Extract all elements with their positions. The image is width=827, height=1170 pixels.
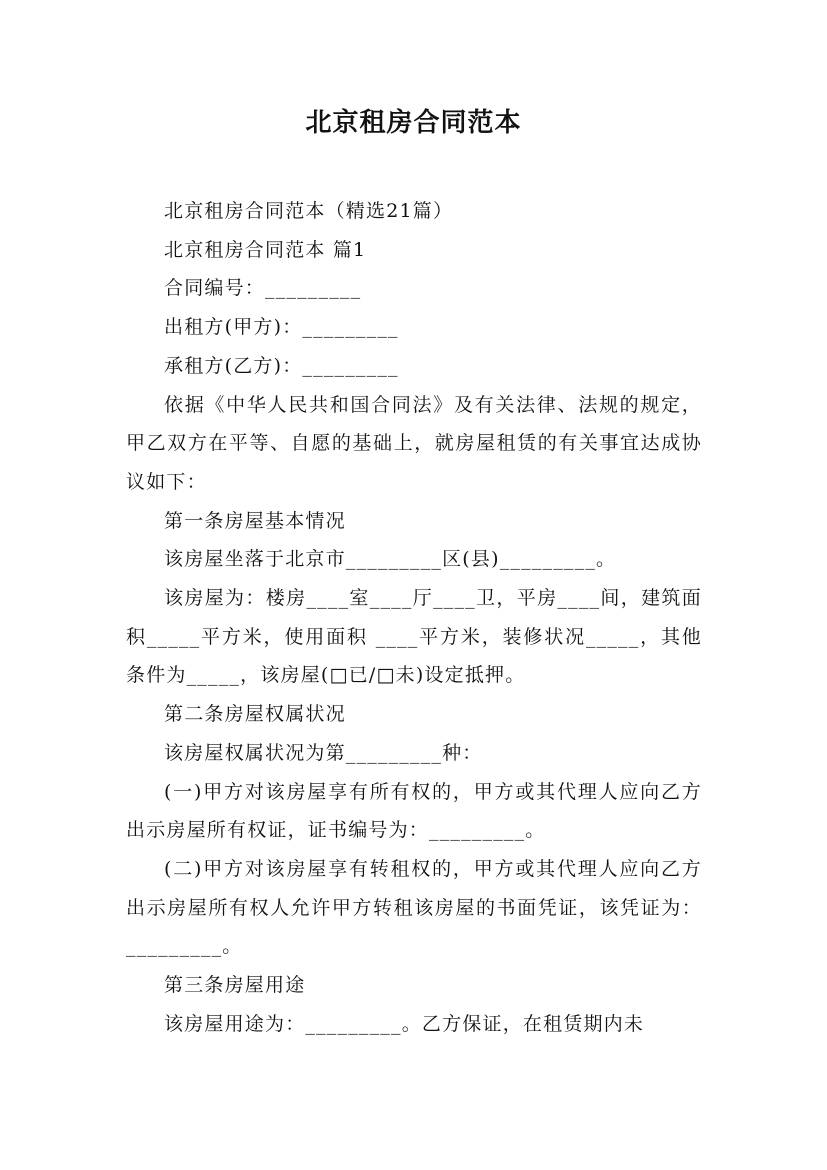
paragraph-lessee: 承租方(乙方)：_________ <box>164 354 399 377</box>
paragraph-ownership-clause-2: (二)甲方对该房屋享有转租权的，甲方或其代理人应向乙方出示房屋所有权人允许甲方转租该房屋的书面凭证，该凭证为：_________。 <box>126 857 702 958</box>
document-title: 北京租房合同范本 <box>305 108 522 138</box>
paragraph-article-1-heading: 第一条房屋基本情况 <box>164 509 346 532</box>
paragraph-usage: 该房屋用途为：_________。乙方保证，在租赁期内未 <box>164 1012 645 1035</box>
paragraph-lessor: 出租方(甲方)：_________ <box>164 316 399 339</box>
paragraph-ownership-type: 该房屋权属状况为第_________种： <box>164 741 483 764</box>
paragraph-house-description: 该房屋为：楼房____室____厅____卫，平房____间，建筑面积_____平方米，使用面积 ____平方米，装修状况_____，其他条件为_____，该房屋(□已/□未)设定抵押。 <box>126 587 702 687</box>
paragraph-ownership-clause-1: (一)甲方对该房屋享有所有权的，甲方或其代理人应向乙方出示房屋所有权证，证书编号为：_________。 <box>126 780 702 842</box>
paragraph-preamble: 依据《中华人民共和国合同法》及有关法律、法规的规定，甲乙双方在平等、自愿的基础上，就房屋租赁的有关事宜达成协议如下： <box>126 393 702 493</box>
paragraph-section-heading: 北京租房合同范本 篇1 <box>164 238 367 261</box>
document-body <box>126 192 702 1043</box>
paragraph-collection-title: 北京租房合同范本（精选21篇） <box>164 200 454 222</box>
paragraph-article-2-heading: 第二条房屋权属状况 <box>164 703 346 726</box>
paragraph-contract-number: 合同编号：_________ <box>164 277 362 300</box>
paragraph-location: 该房屋坐落于北京市_________区(县)_________。 <box>164 548 617 571</box>
paragraph-article-3-heading: 第三条房屋用途 <box>164 974 306 997</box>
